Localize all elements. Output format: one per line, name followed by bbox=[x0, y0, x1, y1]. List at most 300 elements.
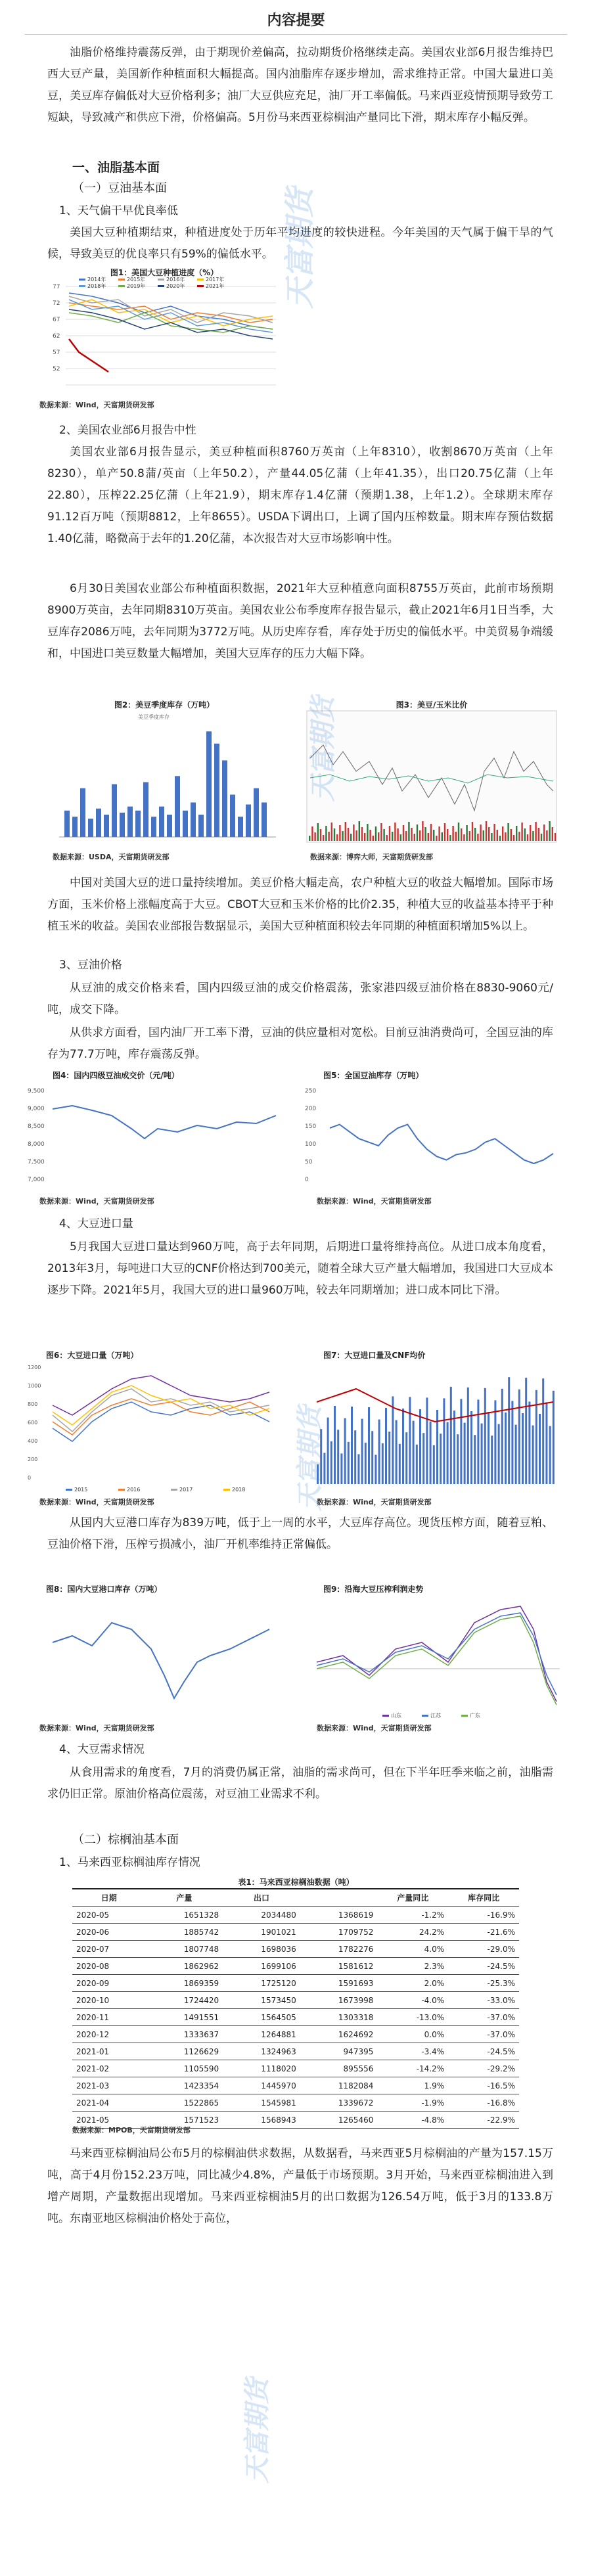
volume-bar bbox=[513, 835, 514, 841]
table-cell: 2021-04 bbox=[72, 2094, 146, 2112]
stock-bar bbox=[262, 802, 267, 837]
import-bar bbox=[474, 1435, 476, 1484]
stock-bar bbox=[238, 817, 243, 837]
import-bar bbox=[522, 1413, 524, 1484]
import-bar bbox=[542, 1378, 544, 1484]
figure-caption: 图6：大豆进口量（万吨） bbox=[46, 1351, 139, 1360]
table-cell: -29.0% bbox=[448, 1941, 519, 1958]
table-cell: 1265460 bbox=[300, 2112, 378, 2129]
import-bar bbox=[365, 1443, 367, 1484]
table-cell: 2021-01 bbox=[72, 2043, 146, 2060]
figure-source: 数据来源：Wind，天富期货研发部 bbox=[39, 1197, 154, 1206]
y-tick: 800 bbox=[28, 1401, 38, 1407]
stock-bar bbox=[96, 809, 101, 837]
import-bar bbox=[388, 1432, 390, 1484]
y-tick: 250 bbox=[305, 1088, 317, 1095]
import-bar bbox=[539, 1414, 541, 1484]
import-bar bbox=[340, 1453, 342, 1484]
figure-caption: 图3：美豆/玉米比价 bbox=[396, 700, 468, 710]
import-bar bbox=[443, 1398, 445, 1484]
import-bar bbox=[416, 1445, 418, 1484]
table-header bbox=[300, 1889, 378, 1907]
y-tick: 200 bbox=[28, 1457, 38, 1462]
volume-bar bbox=[355, 830, 357, 841]
import-bar bbox=[382, 1443, 384, 1484]
stock-bar bbox=[167, 815, 172, 837]
svg-text:57: 57 bbox=[53, 350, 60, 356]
legend-label: 广东 bbox=[470, 1713, 480, 1719]
stock-bar bbox=[246, 805, 251, 837]
volume-bar bbox=[438, 826, 440, 841]
volume-bar bbox=[477, 834, 478, 841]
table-cell: -16.9% bbox=[448, 1907, 519, 1924]
import-bar bbox=[351, 1407, 353, 1484]
stock-bar bbox=[135, 811, 141, 837]
volume-bar bbox=[488, 827, 490, 841]
table-cell: 1709752 bbox=[300, 1924, 378, 1941]
table-cell: 1126629 bbox=[146, 2043, 223, 2060]
volume-bar bbox=[524, 828, 526, 841]
import-bar bbox=[361, 1419, 363, 1484]
volume-bar bbox=[442, 832, 443, 841]
volume-bar bbox=[336, 834, 338, 841]
table-cell: 2020-09 bbox=[72, 1975, 146, 1992]
legend-label: 山东 bbox=[391, 1713, 401, 1719]
volume-bar bbox=[507, 823, 509, 841]
table-row bbox=[72, 2077, 519, 2094]
paragraph-2: 美国农业部6月报告显示，美豆种植面积8760万英亩（上年8310），收割8670万英亩（上年8230），单产50.8蒲/英亩（上年50.2），产量44.05亿蒲（上年41.35），出口20.75亿蒲（上年22.80），压榨22.25亿蒲（上年21.9），期末库存1.4亿蒲（预期1.38，上年1.2）。全球期末库存91.12百万吨（预期8812，上年8655）。USDA下调出口，上调了国内压榨数量。期末库存预估数据1.40亿蒲，略微高于去年的1.20亿蒲，本次报告对大豆市场影响中性。 bbox=[47, 445, 553, 545]
figure-source: 数据来源：Wind，天富期货研发部 bbox=[317, 1197, 432, 1206]
import-bar bbox=[396, 1420, 398, 1484]
volume-bar bbox=[422, 821, 423, 841]
import-bar bbox=[498, 1424, 500, 1484]
paragraph-1: 美国大豆种植期结束，种植进度处于历年平均进度的较快进程。今年美国的天气属于偏干旱的气候，导致美豆的优良率只有59%的偏低水平。 bbox=[47, 226, 553, 261]
volume-bar bbox=[400, 834, 401, 841]
figure-4 bbox=[26, 1070, 289, 1208]
table-cell: 1591693 bbox=[300, 1975, 378, 1992]
volume-bar bbox=[428, 833, 429, 841]
table-cell: -22.9% bbox=[448, 2112, 519, 2129]
page-title: 内容提要 bbox=[267, 12, 325, 29]
volume-bar bbox=[486, 821, 487, 841]
volume-bar bbox=[334, 828, 335, 841]
legend-label: 2016年 bbox=[166, 277, 185, 282]
volume-bar bbox=[449, 835, 451, 841]
volume-bar bbox=[317, 823, 319, 841]
figure-source: 数据来源：博弈大师，天富期货研发部 bbox=[310, 853, 433, 861]
legend-label: 2014年 bbox=[87, 277, 106, 282]
import-bar bbox=[553, 1391, 555, 1484]
volume-bar bbox=[342, 831, 343, 841]
y-tick: 50 bbox=[305, 1159, 313, 1165]
topic-heading: 4、大豆需求情况 bbox=[59, 1743, 145, 1756]
table-cell: -1.2% bbox=[377, 1907, 448, 1924]
table-row bbox=[72, 1907, 519, 1924]
stock-bar bbox=[64, 811, 70, 837]
table-cell: 2020-12 bbox=[72, 2026, 146, 2043]
topic-heading: 1、天气偏干早优良率低 bbox=[59, 204, 178, 217]
paragraph-8: 从国内大豆港口库存为839万吨，低于上一周的水平，大豆库存高位。现货压榨方面，随着豆粕、豆油价格下滑，压榨亏损减小，油厂开机率维持正常偏低。 bbox=[47, 1516, 553, 1551]
import-bar bbox=[371, 1431, 373, 1484]
stock-bar bbox=[230, 795, 235, 837]
table-cell: 1105590 bbox=[146, 2060, 223, 2077]
figure-3 bbox=[304, 699, 560, 863]
volume-bar bbox=[405, 831, 407, 841]
import-bar bbox=[413, 1421, 415, 1484]
table-cell: -21.6% bbox=[448, 1924, 519, 1941]
table-cell: 2021-03 bbox=[72, 2077, 146, 2094]
volume-bar bbox=[424, 827, 426, 841]
volume-bar bbox=[521, 823, 522, 841]
legend-label: 2015年 bbox=[127, 277, 146, 282]
volume-bar bbox=[452, 826, 453, 841]
chart-inner-title: 美豆季度库存 bbox=[138, 714, 170, 720]
volume-bar bbox=[309, 836, 310, 841]
import-bar bbox=[450, 1387, 452, 1484]
table-row bbox=[72, 2060, 519, 2077]
import-bar bbox=[470, 1411, 472, 1484]
volume-bar bbox=[353, 825, 354, 841]
volume-bar bbox=[518, 832, 520, 841]
volume-bar bbox=[502, 826, 503, 841]
import-bar bbox=[426, 1397, 428, 1484]
volume-bar bbox=[417, 825, 418, 841]
volume-bar bbox=[458, 823, 459, 841]
table-cell: 895556 bbox=[300, 2060, 378, 2077]
import-bar bbox=[518, 1390, 520, 1484]
import-bar bbox=[477, 1399, 479, 1484]
import-bar bbox=[440, 1434, 442, 1484]
figure-caption: 图9：沿海大豆压榨利润走势 bbox=[323, 1585, 424, 1594]
import-bar bbox=[334, 1406, 336, 1484]
figure-8 bbox=[26, 1583, 289, 1734]
volume-bar bbox=[403, 825, 404, 841]
stock-bar bbox=[72, 817, 78, 837]
volume-bar bbox=[493, 824, 495, 841]
subsection-heading: （一）豆油基本面 bbox=[72, 181, 167, 195]
legend-label: 江苏 bbox=[430, 1713, 441, 1719]
import-bar bbox=[464, 1423, 466, 1484]
figure-caption: 图2：美豆季度库存（万吨） bbox=[114, 700, 215, 710]
table-cell: -4.0% bbox=[377, 1992, 448, 2009]
table-cell: 4.0% bbox=[377, 1941, 448, 1958]
figure-source: 数据来源：Wind，天富期货研发部 bbox=[39, 1724, 154, 1732]
volume-bar bbox=[361, 827, 363, 841]
legend-label: 2016 bbox=[127, 1487, 141, 1493]
volume-bar bbox=[436, 836, 437, 841]
volume-bar bbox=[530, 825, 531, 841]
watermark-logo: 天富期货 bbox=[308, 696, 338, 802]
soy-corn-ratio-chart bbox=[304, 699, 560, 863]
figure-1 bbox=[39, 267, 289, 411]
paragraph-10: 马来西亚棕榈油局公布5月的棕榈油供求数据，从数据看，马来西亚5月棕榈油的产量为157.15万吨，高于4月份152.23万吨，同比减少4.8%，产量低于市场预期。3月开始，马来西亚棕榈油进入到增产周期，产量数据出现增加。马来西亚棕榈油5月的出口数据为126.54万吨，低于3月的133.8万吨。东南亚地区棕榈油价格处于高位， bbox=[47, 2147, 553, 2225]
volume-bar bbox=[411, 828, 412, 841]
table-cell: -4.8% bbox=[377, 2112, 448, 2129]
stock-bar bbox=[151, 817, 156, 837]
stock-bar bbox=[88, 819, 93, 837]
table-cell: 1339672 bbox=[300, 2094, 378, 2112]
stock-bar bbox=[175, 776, 180, 837]
stock-bar bbox=[143, 782, 148, 837]
crush-margin-chart bbox=[304, 1583, 566, 1734]
import-bar bbox=[481, 1424, 483, 1484]
table-cell: 2021-02 bbox=[72, 2060, 146, 2077]
volume-bar bbox=[320, 829, 321, 841]
import-bar bbox=[405, 1432, 407, 1484]
figure-source: 数据来源：Wind，天富期货研发部 bbox=[317, 1724, 432, 1732]
y-tick: 8,000 bbox=[28, 1141, 45, 1148]
table-cell: 0.0% bbox=[377, 2026, 448, 2043]
svg-text:72: 72 bbox=[53, 300, 60, 307]
legend-label: 2017 bbox=[179, 1487, 193, 1493]
volume-bar bbox=[447, 829, 448, 841]
table-cell: 1571523 bbox=[146, 2112, 223, 2129]
volume-bar bbox=[433, 830, 434, 841]
table-row bbox=[72, 1992, 519, 2009]
import-bar bbox=[344, 1418, 346, 1484]
paragraph-9: 从食用需求的角度看，7月的消费仍属正常，油脂的需求尚可，但在下半年旺季来临之前，油脂需求仍旧正常。原油价格高位震荡，对豆油工业需求不利。 bbox=[47, 1766, 553, 1801]
import-bar bbox=[419, 1409, 421, 1484]
table-row bbox=[72, 1924, 519, 1941]
volume-bar bbox=[383, 829, 384, 841]
figure-source: 数据来源：Wind，天富期货研发部 bbox=[39, 401, 154, 409]
table-cell: 1264881 bbox=[223, 2026, 300, 2043]
volume-bar bbox=[430, 824, 432, 841]
volume-bar bbox=[538, 828, 539, 841]
volume-bar bbox=[325, 826, 327, 841]
svg-text:52: 52 bbox=[53, 366, 60, 373]
section-heading: 一、油脂基本面 bbox=[72, 160, 160, 175]
volume-bar bbox=[535, 822, 536, 841]
figure-7 bbox=[304, 1349, 566, 1507]
volume-bar bbox=[516, 826, 517, 841]
table-row bbox=[72, 2009, 519, 2026]
table-cell: 947395 bbox=[300, 2043, 378, 2060]
volume-bar bbox=[323, 835, 324, 841]
import-bar bbox=[511, 1401, 513, 1484]
import-bar bbox=[433, 1445, 435, 1484]
import-bar bbox=[378, 1420, 380, 1484]
volume-bar bbox=[469, 831, 470, 841]
import-bar bbox=[348, 1442, 350, 1484]
volume-bar bbox=[480, 825, 481, 841]
topic-heading: 2、美国农业部6月报告中性 bbox=[59, 424, 196, 437]
figure-source: 数据来源：USDA，天富期货研发部 bbox=[53, 853, 170, 861]
table-row bbox=[72, 1958, 519, 1975]
import-bar bbox=[330, 1441, 332, 1484]
table-cell: 1564505 bbox=[223, 2009, 300, 2026]
volume-bar bbox=[499, 836, 501, 841]
import-bar bbox=[357, 1454, 359, 1484]
y-tick: 7,500 bbox=[28, 1159, 45, 1165]
volume-bar bbox=[455, 832, 457, 841]
table-cell: 1725120 bbox=[223, 1975, 300, 1992]
table-cell: 2020-08 bbox=[72, 1958, 146, 1975]
y-tick: 1200 bbox=[28, 1365, 41, 1370]
table-caption: 表1：马来西亚棕榈油数据（吨） bbox=[238, 1878, 354, 1887]
table-cell: 1182084 bbox=[300, 2077, 378, 2094]
svg-text:62: 62 bbox=[53, 333, 60, 340]
import-bar bbox=[422, 1433, 424, 1484]
table-cell: 1545981 bbox=[223, 2094, 300, 2112]
stock-bar bbox=[222, 760, 227, 837]
y-tick: 1000 bbox=[28, 1383, 41, 1389]
volume-bar bbox=[466, 825, 467, 841]
import-bar bbox=[385, 1408, 387, 1484]
table-cell: 1368619 bbox=[300, 1907, 378, 1924]
import-bar bbox=[484, 1388, 486, 1484]
volume-bar bbox=[378, 832, 379, 841]
legend-label: 2021年 bbox=[206, 283, 225, 289]
volume-bar bbox=[414, 834, 415, 841]
table-cell: 1333637 bbox=[146, 2026, 223, 2043]
planting-progress-chart bbox=[39, 267, 289, 411]
stock-bar bbox=[159, 807, 164, 837]
y-tick: 8,500 bbox=[28, 1123, 45, 1130]
import-cnf-chart bbox=[304, 1349, 566, 1507]
watermark-logo: 天富期货 bbox=[242, 2378, 273, 2483]
volume-bar bbox=[532, 831, 534, 841]
table-cell: -16.5% bbox=[448, 2077, 519, 2094]
table-cell: 2020-05 bbox=[72, 1907, 146, 1924]
stock-bar bbox=[206, 731, 212, 837]
table-cell: 1862962 bbox=[146, 1958, 223, 1975]
soy-import-chart bbox=[26, 1349, 289, 1507]
volume-bar bbox=[369, 830, 371, 841]
stock-bar bbox=[127, 807, 133, 837]
volume-bar bbox=[472, 822, 473, 841]
table-row bbox=[72, 2026, 519, 2043]
legend-label: 2019年 bbox=[127, 283, 146, 289]
y-tick: 600 bbox=[28, 1420, 38, 1426]
paragraph-5: 从豆油的成交价格来看，国内四级豆油的成交价格震荡，张家港四级豆油价格在8830-9060元/吨，成交下降。 bbox=[47, 982, 553, 1016]
table-cell: -24.5% bbox=[448, 1958, 519, 1975]
stock-bar bbox=[112, 784, 117, 837]
table-cell: 1724420 bbox=[146, 1992, 223, 2009]
svg-text:67: 67 bbox=[53, 317, 60, 323]
table-cell: 1118020 bbox=[223, 2060, 300, 2077]
import-bar bbox=[399, 1444, 401, 1484]
volume-bar bbox=[505, 832, 506, 841]
import-bar bbox=[508, 1377, 510, 1484]
watermark-logo: 天富期货 bbox=[282, 188, 317, 309]
volume-bar bbox=[408, 822, 409, 841]
stock-bar bbox=[214, 744, 219, 837]
volume-bar bbox=[380, 823, 382, 841]
legend-label: 2017年 bbox=[206, 277, 225, 282]
table-cell: 2020-06 bbox=[72, 1924, 146, 1941]
volume-bar bbox=[311, 826, 313, 841]
import-bar bbox=[368, 1407, 370, 1484]
figure-caption: 图8：国内大豆港口库存（万吨） bbox=[46, 1585, 162, 1594]
figure-9 bbox=[304, 1583, 566, 1734]
table-cell: 1568943 bbox=[223, 2112, 300, 2129]
table-cell: 24.2% bbox=[377, 1924, 448, 1941]
svg-text:77: 77 bbox=[53, 284, 60, 290]
table-cell: 2.3% bbox=[377, 1958, 448, 1975]
palm-oil-table bbox=[72, 1888, 519, 2129]
volume-bar bbox=[386, 835, 388, 841]
import-bar bbox=[491, 1435, 493, 1484]
table-cell: 1624692 bbox=[300, 2026, 378, 2043]
legend-label: 2018年 bbox=[87, 283, 106, 289]
volume-bar bbox=[350, 834, 352, 841]
import-bar bbox=[447, 1422, 449, 1484]
paragraph-6: 从供求方面看，国内油厂开工率下滑，豆油的供应量相对宽松。目前豆油消费尚可，全国豆油的库存为77.7万吨，库存震荡反弹。 bbox=[47, 1026, 553, 1061]
stock-bar bbox=[191, 802, 196, 837]
table-cell: -3.4% bbox=[377, 2043, 448, 2060]
table-cell: 1698036 bbox=[223, 1941, 300, 1958]
table-cell: 1807748 bbox=[146, 1941, 223, 1958]
volume-bar bbox=[444, 823, 445, 841]
stock-bar bbox=[120, 813, 125, 837]
volume-bar bbox=[497, 830, 498, 841]
legend-label: 2015 bbox=[74, 1487, 88, 1493]
import-bar bbox=[494, 1400, 496, 1484]
volume-bar bbox=[461, 828, 462, 841]
figure-caption: 图7：大豆进口量及CNF均价 bbox=[323, 1351, 426, 1360]
table-row bbox=[72, 2043, 519, 2060]
volume-bar bbox=[367, 824, 368, 841]
soy-oil-price-chart bbox=[26, 1070, 289, 1208]
table-cell: 1885742 bbox=[146, 1924, 223, 1941]
volume-bar bbox=[543, 825, 545, 841]
table-header: 产量同比 bbox=[377, 1889, 448, 1907]
table-cell: 1522865 bbox=[146, 2094, 223, 2112]
import-bar bbox=[457, 1434, 459, 1484]
volume-bar bbox=[348, 828, 349, 841]
table-cell: -25.3% bbox=[448, 1975, 519, 1992]
table-cell: 1.9% bbox=[377, 2077, 448, 2094]
y-tick: 150 bbox=[305, 1123, 317, 1130]
volume-bar bbox=[364, 833, 365, 841]
table-cell: 1581612 bbox=[300, 1958, 378, 1975]
figure-caption: 图5：全国豆油库存（万吨） bbox=[323, 1071, 424, 1080]
import-bar bbox=[430, 1422, 432, 1484]
y-tick: 400 bbox=[28, 1438, 38, 1444]
table-cell: 1324963 bbox=[223, 2043, 300, 2060]
topic-heading: 4、大豆进口量 bbox=[59, 1217, 133, 1231]
table-cell: 1782276 bbox=[300, 1941, 378, 1958]
import-bar bbox=[453, 1411, 455, 1484]
volume-bar bbox=[546, 830, 547, 841]
stock-bar bbox=[183, 811, 188, 837]
import-bar bbox=[354, 1430, 356, 1484]
table-cell: 2034480 bbox=[223, 1907, 300, 1924]
import-bar bbox=[460, 1399, 462, 1484]
y-tick: 0 bbox=[305, 1177, 309, 1183]
import-bar bbox=[402, 1409, 404, 1484]
table-cell: -14.2% bbox=[377, 2060, 448, 2077]
table-header-row bbox=[72, 1889, 519, 1907]
table-cell: 1699106 bbox=[223, 1958, 300, 1975]
import-bar bbox=[515, 1425, 517, 1484]
table-cell: 1423354 bbox=[146, 2077, 223, 2094]
table-cell: 2020-07 bbox=[72, 1941, 146, 1958]
y-tick: 9,000 bbox=[28, 1106, 45, 1112]
import-bar bbox=[505, 1412, 507, 1484]
table-cell: -13.0% bbox=[377, 2009, 448, 2026]
table-header: 产量 bbox=[146, 1889, 223, 1907]
watermark-logo: 天富期货 bbox=[295, 1406, 325, 1511]
legend-label: 2018 bbox=[232, 1487, 246, 1493]
volume-bar bbox=[392, 832, 393, 841]
volume-bar bbox=[541, 834, 542, 841]
figure-source: 数据来源：Wind，天富期货研发部 bbox=[39, 1498, 154, 1506]
volume-bar bbox=[419, 830, 421, 841]
import-bar bbox=[467, 1388, 469, 1484]
stock-bar bbox=[104, 815, 109, 837]
